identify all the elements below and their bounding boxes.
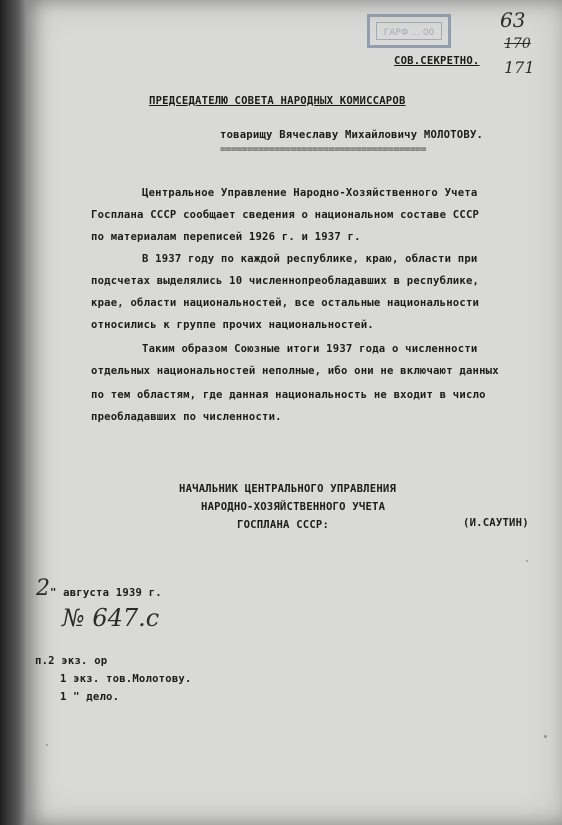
body-line-1: Центральное Управление Народно-Хозяйственного Учета xyxy=(142,187,478,199)
signature-title-1: НАЧАЛЬНИК ЦЕНТРАЛЬНОГО УПРАВЛЕНИЯ xyxy=(179,483,397,495)
page-number-middle: 170 xyxy=(504,36,531,52)
page-number-bottom: 171 xyxy=(504,58,535,77)
scan-speck xyxy=(526,560,528,562)
page-number-top: 63 xyxy=(500,8,526,32)
scan-speck xyxy=(544,735,547,738)
date-text: " августа 1939 г. xyxy=(50,587,162,599)
body-line-5: подсчетах выделялись 10 численнопреобладавших в республике, xyxy=(91,275,480,287)
distribution-line-1: п.2 экз. ор xyxy=(35,655,108,667)
body-line-10: по тем областям, где данная национальность не входит в число xyxy=(91,389,486,401)
date-day: 2 xyxy=(36,576,50,601)
distribution-line-3: 1 " дело. xyxy=(60,691,120,703)
addressee-rule: ====================================== xyxy=(220,144,426,155)
body-line-2: Госплана СССР сообщает сведения о национальном составе СССР xyxy=(91,209,480,221)
addressee-line-1: ПРЕДСЕДАТЕЛЮ СОВЕТА НАРОДНЫХ КОМИССАРОВ xyxy=(149,95,406,107)
signature-title-3: ГОСПЛАНА СССР: xyxy=(237,519,330,531)
body-line-7: относились к группе прочих национальностей. xyxy=(91,319,374,331)
document-number: № 647.с xyxy=(62,604,160,632)
body-line-8: Таким образом Союзные итоги 1937 года о численности xyxy=(142,343,478,355)
signature-title-2: НАРОДНО-ХОЗЯЙСТВЕННОГО УЧЕТА xyxy=(201,501,386,513)
archive-stamp xyxy=(367,14,451,48)
body-line-11: преобладавших по численности. xyxy=(91,411,282,423)
body-line-4: В 1937 году по каждой республике, краю, области при xyxy=(142,253,478,265)
classification-mark: СОВ.СЕКРЕТНО. xyxy=(394,55,480,67)
body-line-9: отдельных национальностей неполные, ибо они не включают данных xyxy=(91,365,499,377)
archive-stamp-text: ГАРФ ... 00 xyxy=(376,22,442,40)
body-line-6: крае, области национальностей, все остальные национальности xyxy=(91,297,480,309)
distribution-line-2: 1 экз. тов.Молотову. xyxy=(60,673,192,685)
page-edge-shadow xyxy=(0,0,26,825)
addressee-line-2: товарищу Вячеславу Михайловичу МОЛОТОВУ. xyxy=(220,129,484,141)
scan-speck xyxy=(46,744,48,746)
signatory-name: (И.САУТИН) xyxy=(463,517,529,529)
body-line-3: по материалам переписей 1926 г. и 1937 г. xyxy=(91,231,361,243)
document-page xyxy=(26,0,562,825)
